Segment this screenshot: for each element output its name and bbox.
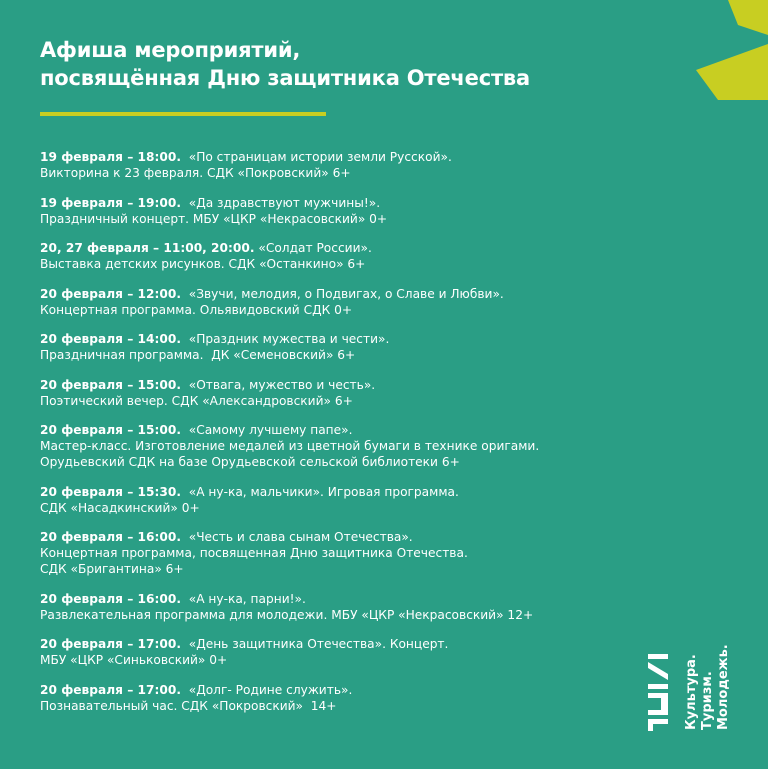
event-headline	[40, 195, 680, 211]
event-headline	[40, 240, 680, 256]
event-date: 20 февраля – 17:00.	[40, 637, 181, 651]
logo-mark-icon	[646, 652, 674, 736]
event-details: СДК «Бригантина» 6+	[40, 562, 184, 576]
event-title: «Отвага, мужество и честь».	[180, 377, 376, 392]
event-title: «Самому лучшему папе».	[180, 423, 353, 437]
event-headline	[40, 682, 680, 698]
event-date: 20 февраля – 16:00.	[40, 530, 181, 544]
event-date: 19 февраля – 18:00.	[40, 150, 181, 164]
event-headline	[40, 591, 680, 607]
event-headline	[40, 422, 680, 438]
event-item	[40, 149, 680, 181]
event-item	[40, 529, 680, 577]
event-headline	[40, 636, 680, 652]
event-title: «Честь и слава сынам Отечества».	[180, 530, 413, 544]
event-item	[40, 195, 680, 227]
event-title: «Праздник мужества и чести».	[180, 332, 390, 346]
event-item	[40, 682, 680, 714]
event-details: Праздничный концерт. МБУ «ЦКР «Некрасовский» 0+	[40, 211, 388, 226]
event-date: 20 февраля – 17:00.	[40, 682, 181, 697]
event-title: «Солдат России».	[254, 241, 372, 255]
event-headline	[40, 484, 680, 500]
event-title: «Долг- Родине служить».	[180, 682, 353, 697]
logo-text-line-1: Культура.	[684, 654, 699, 730]
event-date: 20 февраля – 16:00.	[40, 591, 181, 606]
event-headline	[40, 529, 680, 545]
event-title: «А ну-ка, парни!».	[180, 591, 306, 606]
page-title	[40, 36, 530, 92]
title-line-1: Афиша мероприятий,	[40, 38, 301, 62]
title-underline	[40, 112, 326, 116]
event-item	[40, 591, 680, 623]
event-date: 20 февраля – 14:00.	[40, 332, 181, 346]
event-date: 20 февраля – 15:00.	[40, 377, 181, 392]
logo-text	[684, 615, 754, 730]
event-details: Развлекательная программа для молодежи. МБУ «ЦКР «Некрасовский» 12+	[40, 607, 534, 622]
brand-logo	[646, 630, 746, 730]
event-details: Познавательный час. СДК «Покровский» 14+	[40, 698, 337, 713]
corner-decoration	[658, 0, 768, 100]
event-headline	[40, 286, 680, 302]
title-line-2: посвящённая Дню защитника Отечества	[40, 66, 530, 90]
event-details: Концертная программа, посвященная Дню защитника Отечества.	[40, 546, 468, 560]
event-headline	[40, 331, 680, 347]
event-headline	[40, 377, 680, 393]
event-item	[40, 240, 680, 272]
event-date: 20 февраля – 15:00.	[40, 423, 181, 437]
logo-text-line-2: Туризм.	[700, 671, 715, 730]
events-list	[40, 149, 680, 727]
event-details: СДК «Насадкинский» 0+	[40, 500, 200, 515]
event-title: «А ну-ка, мальчики». Игровая программа.	[180, 484, 459, 499]
event-date: 20 февраля – 12:00.	[40, 286, 181, 301]
event-item	[40, 422, 680, 470]
event-item	[40, 377, 680, 409]
event-details: Мастер-класс. Изготовление медалей из цветной бумаги в технике оригами.	[40, 439, 540, 453]
event-date: 19 февраля – 19:00.	[40, 195, 181, 210]
event-date: 20 февраля – 15:30.	[40, 484, 181, 499]
logo-text-line-3: Молодежь.	[716, 644, 731, 730]
event-date: 20, 27 февраля – 11:00, 20:00.	[40, 241, 255, 255]
event-title: «Звучи, мелодия, о Подвигах, о Славе и Любви».	[180, 286, 504, 301]
event-title: «День защитника Отечества». Концерт.	[180, 637, 449, 651]
event-item	[40, 331, 680, 363]
event-details: Поэтический вечер. СДК «Александровский» 6+	[40, 393, 353, 408]
event-details: Праздничная программа. ДК «Семеновский» 6+	[40, 348, 356, 362]
event-item	[40, 636, 680, 668]
event-details: Выставка детских рисунков. СДК «Останкино» 6+	[40, 257, 366, 271]
event-item	[40, 286, 680, 318]
event-details: Викторина к 23 февраля. СДК «Покровский» 6+	[40, 166, 351, 180]
event-headline	[40, 149, 680, 165]
event-item	[40, 484, 680, 516]
event-details: Орудьевский СДК на базе Орудьевской сельской библиотеки 6+	[40, 455, 460, 469]
event-title: «Да здравствуют мужчины!».	[180, 195, 381, 210]
event-details: Концертная программа. Ольявидовский СДК 0+	[40, 302, 353, 317]
event-title: «По страницам истории земли Русской».	[180, 150, 452, 164]
event-details: МБУ «ЦКР «Синьковский» 0+	[40, 653, 228, 667]
